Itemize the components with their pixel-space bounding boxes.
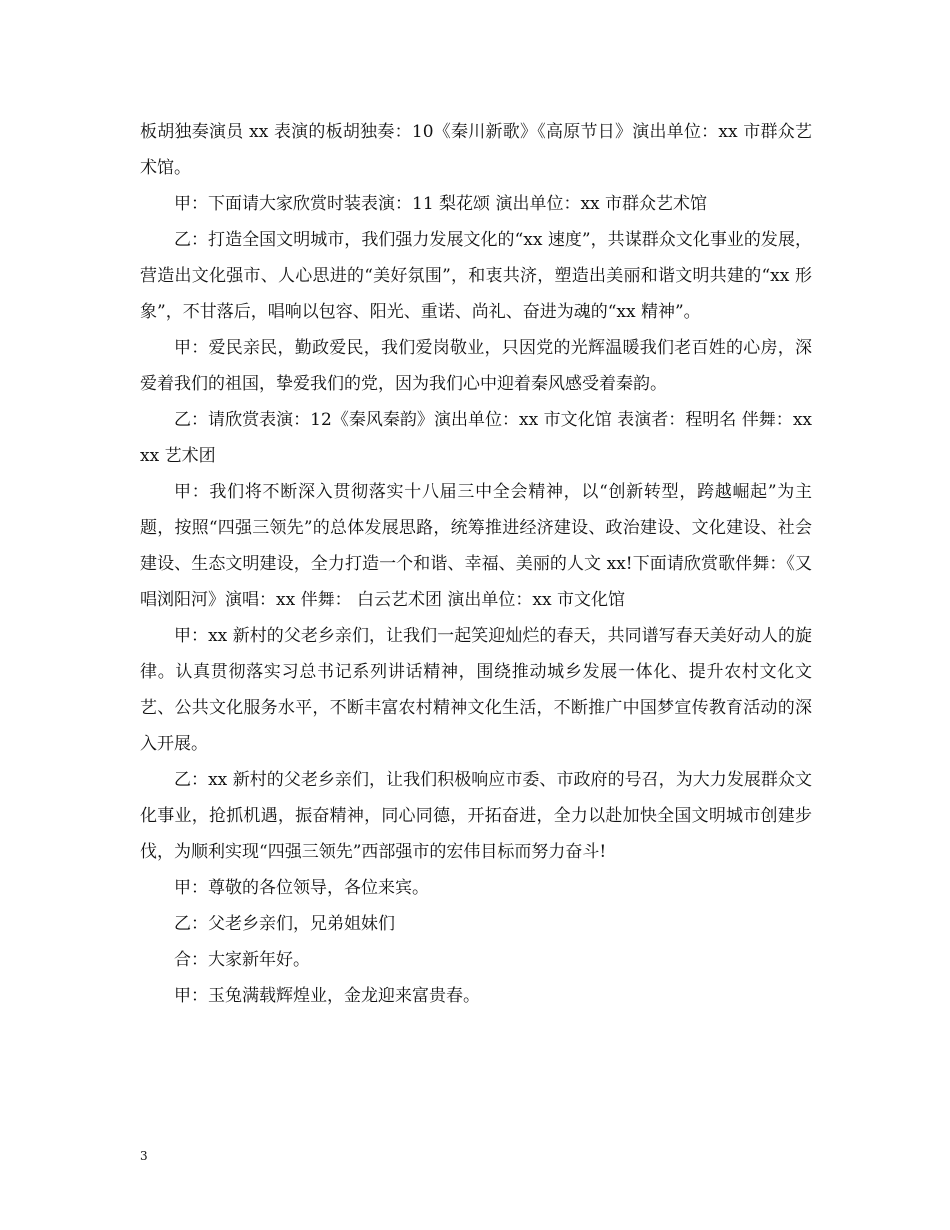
page-number: 3 bbox=[140, 1149, 148, 1163]
paragraph: 乙：请欣赏表演：12《秦风秦韵》演出单位：xx 市文化馆 表演者：程明名 伴舞：xx xx 艺术团 bbox=[140, 410, 812, 466]
paragraph: 乙：父老乡亲们，兄弟姐妹们 bbox=[174, 914, 395, 934]
paragraph: 甲：爱民亲民，勤政爱民，我们爱岗敬业，只因党的光辉温暖我们老百姓的心房，深爱着我们的祖国，挚爱我们的党，因为我们心中迎着秦风感受着秦韵。 bbox=[140, 338, 812, 394]
document-body bbox=[140, 114, 812, 1014]
paragraph: 甲：下面请大家欣赏时装表演：11 梨花颂 演出单位：xx 市群众艺术馆 bbox=[174, 194, 708, 214]
paragraph: 甲：xx 新村的父老乡亲们，让我们一起笑迎灿烂的春天，共同谱写春天美好动人的旋律。认真贯彻落实习总书记系列讲话精神，围绕推动城乡发展一体化、提升农村文化文艺、公共文化服务水平，不断丰富农村精神文化生活，不断推广中国梦宣传教育活动的深入开展。 bbox=[140, 626, 812, 754]
paragraph: 乙：打造全国文明城市，我们强力发展文化的“xx 速度”，共谋群众文化事业的发展，营造出文化强市、人心思进的“美好氛围”，和衷共济，塑造出美丽和谐文明共建的“xx 形象”，不甘落后，唱响以包容、阳光、重诺、尚礼、奋进为魂的“xx 精神”。 bbox=[140, 230, 812, 322]
paragraph: 甲：尊敬的各位领导，各位来宾。 bbox=[174, 878, 429, 898]
paragraph: 甲：我们将不断深入贯彻落实十八届三中全会精神，以“创新转型，跨越崛起”为主题，按照“四强三领先”的总体发展思路，统筹推进经济建设、政治建设、文化建设、社会建设、生态文明建设，全力打造一个和谐、幸福、美丽的人文 xx!下面请欣赏歌伴舞：《又唱浏阳河》演唱：xx 伴舞： 白云艺术团 演出单位：xx 市文化馆 bbox=[140, 482, 812, 610]
paragraph: 合：大家新年好。 bbox=[174, 950, 310, 970]
paragraph: 甲：玉兔满载辉煌业，金龙迎来富贵春。 bbox=[174, 986, 480, 1006]
paragraph: 乙：xx 新村的父老乡亲们，让我们积极响应市委、市政府的号召，为大力发展群众文化事业，抢抓机遇，振奋精神，同心同德，开拓奋进，全力以赴加快全国文明城市创建步伐，为顺利实现“四强三领先”西部强市的宏伟目标而努力奋斗! bbox=[140, 770, 812, 862]
paragraph: 板胡独奏演员 xx 表演的板胡独奏：10《秦川新歌》《高原节日》演出单位：xx 市群众艺术馆。 bbox=[140, 122, 812, 178]
